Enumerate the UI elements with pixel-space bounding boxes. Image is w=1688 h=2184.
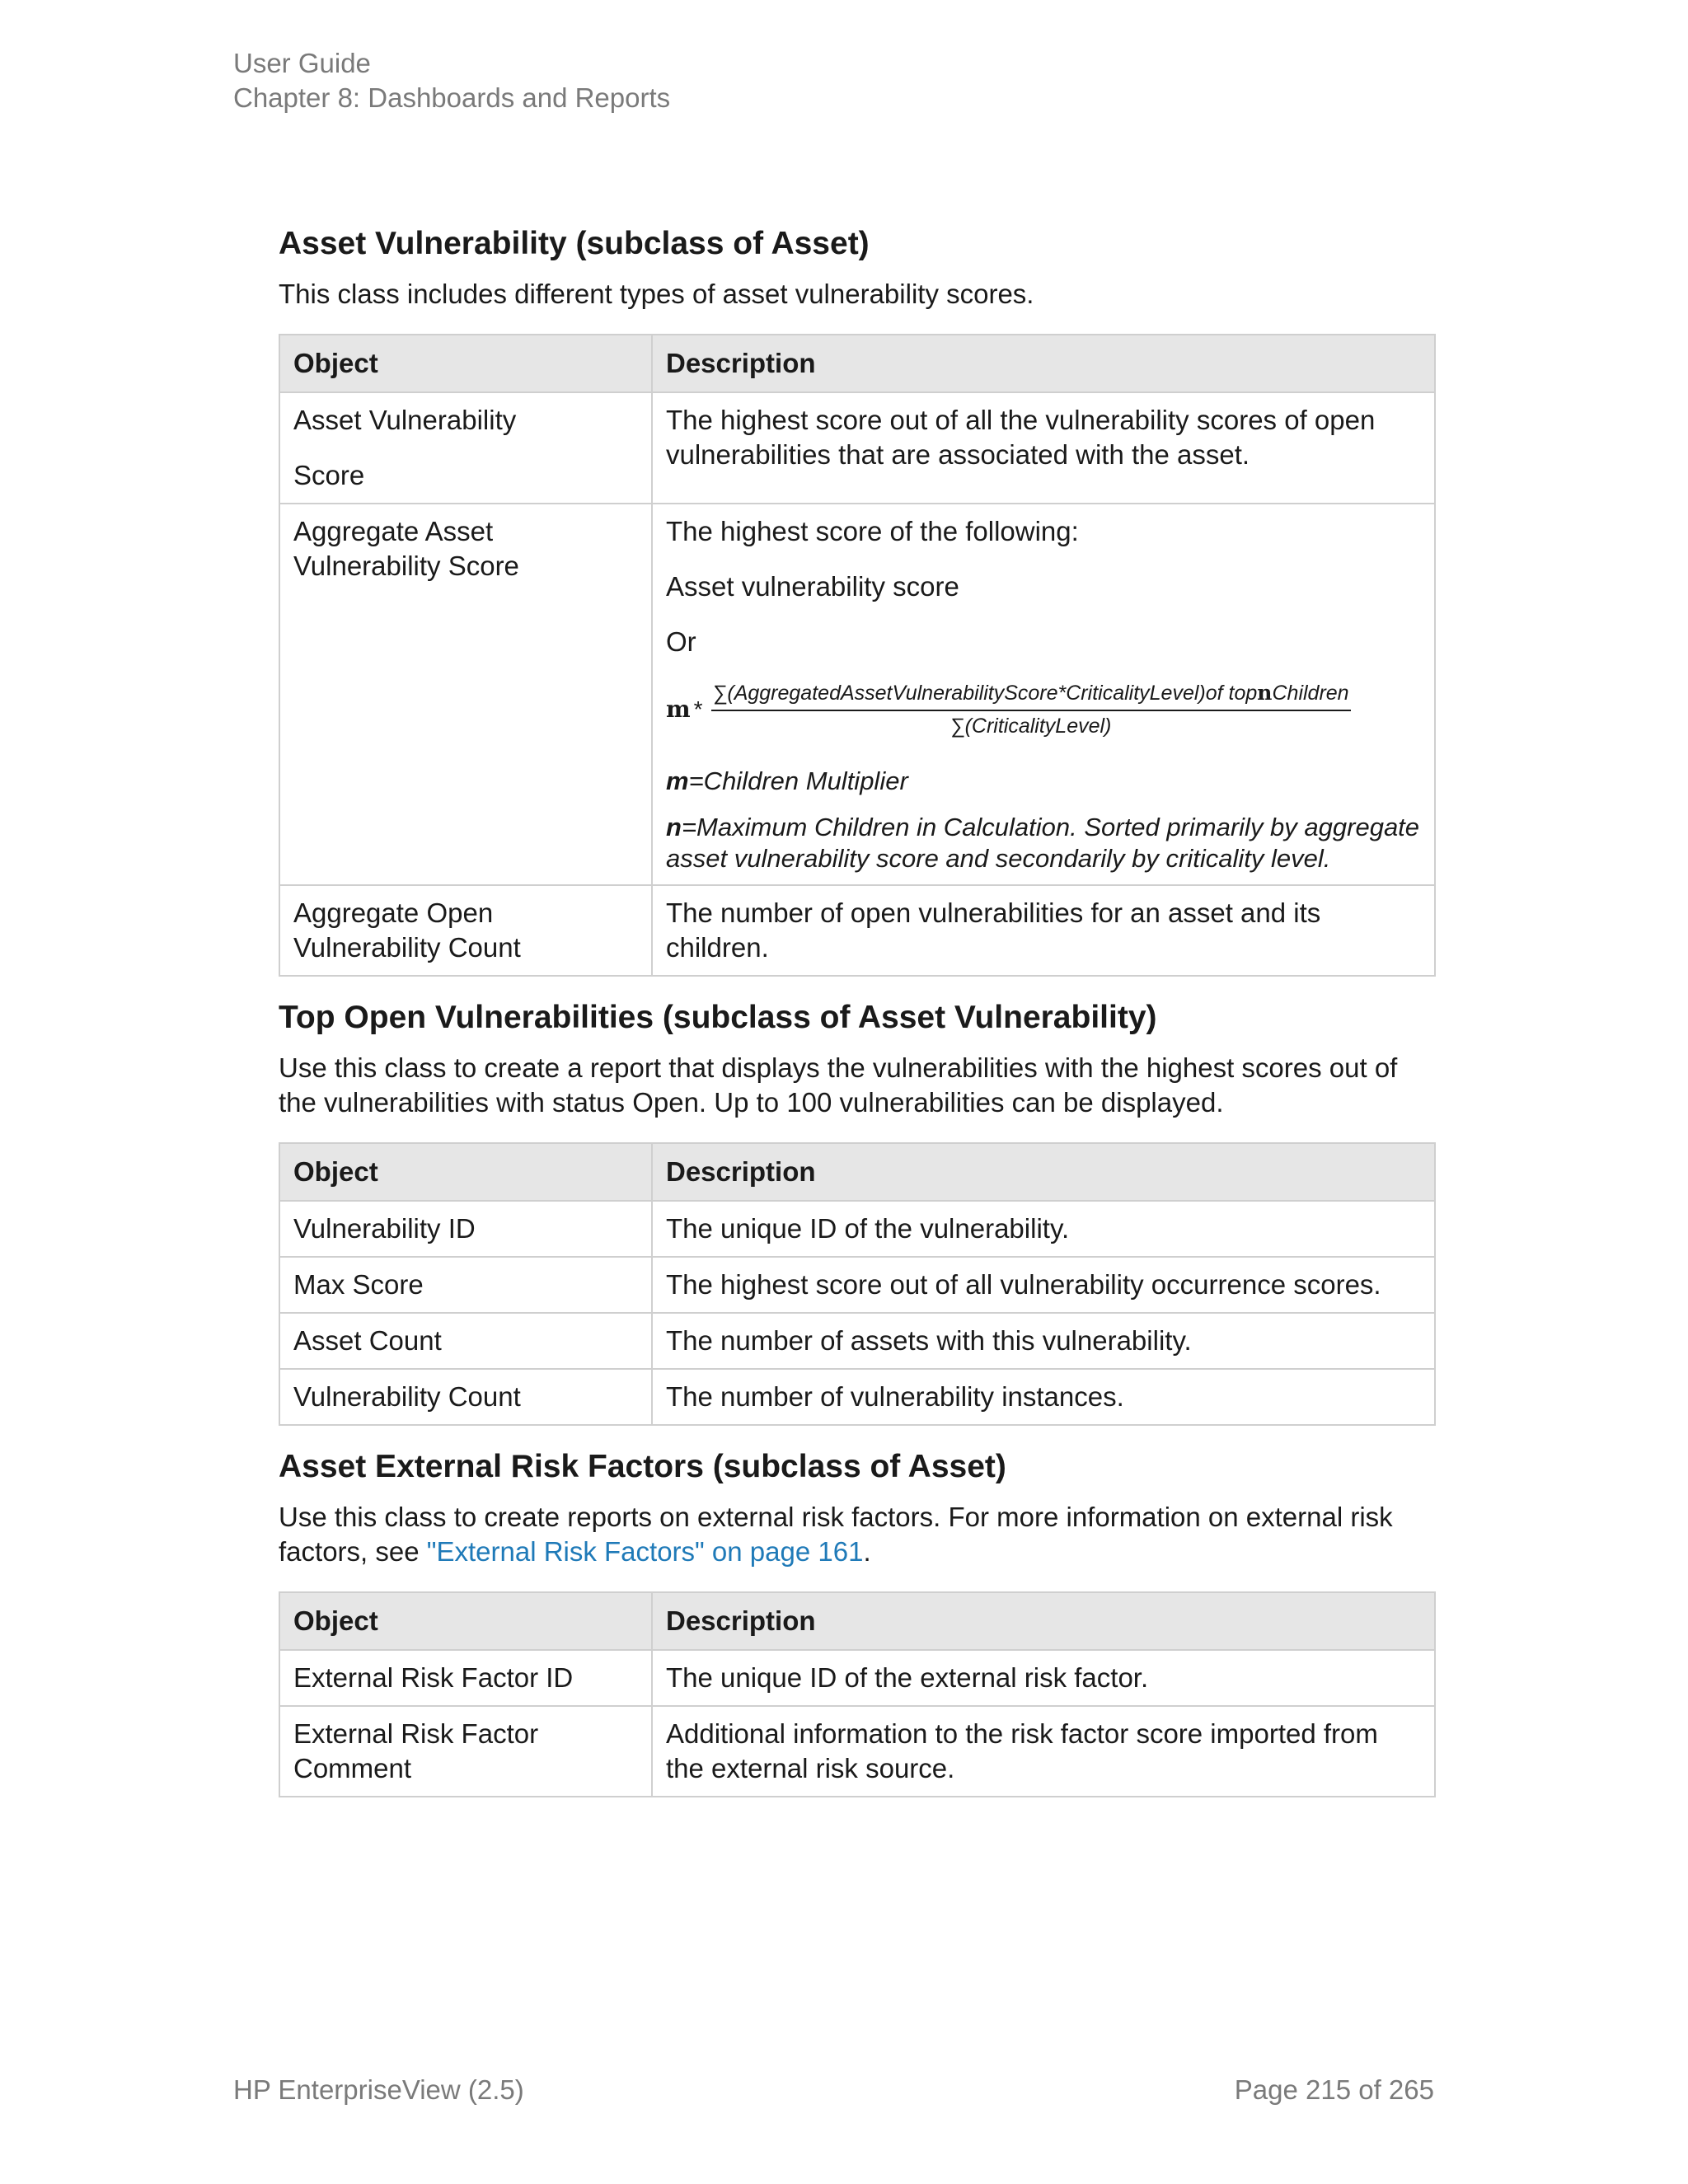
description-cell: The number of open vulnerabilities for an asset and its children.	[652, 885, 1435, 976]
definition-n	[666, 812, 1422, 874]
section-asset-external-risk-factors	[279, 1446, 1434, 1797]
description-line: Asset vulnerability score	[666, 571, 959, 602]
section-heading: Top Open Vulnerabilities (subclass of Asset Vulnerability)	[279, 1000, 1157, 1035]
footer-page-number: Page 215 of 265	[1234, 2074, 1434, 2105]
formula-fraction	[711, 680, 1351, 739]
section-heading: Asset Vulnerability (subclass of Asset)	[279, 226, 870, 261]
object-cell: Asset Count	[279, 1313, 652, 1369]
table-header-row	[279, 1592, 1435, 1650]
running-header	[233, 46, 670, 115]
section-intro: This class includes different types of asset vulnerability scores.	[279, 279, 1034, 309]
definition-m-text: =Children Multiplier	[688, 766, 908, 795]
table-row	[279, 885, 1435, 976]
formula-multiply-sign: *	[693, 696, 703, 722]
table-row	[279, 1257, 1435, 1313]
table-row	[279, 1201, 1435, 1257]
object-cell: Vulnerability Count	[279, 1369, 652, 1425]
numerator-text: ∑(AggregatedAssetVulnerabilityScore*CriticalityLevel)of top	[712, 682, 1258, 705]
description-cell: The unique ID of the vulnerability.	[652, 1201, 1435, 1257]
section-intro	[279, 1500, 1434, 1569]
object-cell: External Risk Factor ID	[279, 1650, 652, 1706]
object-name-line: Score	[293, 460, 365, 490]
object-cell: Max Score	[279, 1257, 652, 1313]
object-cell: External Risk Factor Comment	[279, 1706, 652, 1797]
table-row	[279, 1369, 1435, 1425]
section-asset-vulnerability	[279, 223, 1434, 977]
object-cell: Aggregate Asset Vulnerability Score	[279, 504, 652, 885]
table-row	[279, 1650, 1435, 1706]
column-header-object: Object	[279, 335, 652, 392]
object-table	[279, 1591, 1436, 1797]
formula-multiplier: m	[666, 696, 691, 723]
object-cell: Aggregate Open Vulnerability Count	[279, 885, 652, 976]
column-header-description: Description	[652, 335, 1435, 392]
formula-numerator	[711, 680, 1351, 711]
object-name-line: Asset Vulnerability	[293, 405, 517, 435]
intro-text: Use this class to create reports on external risk factors. For more information on external risk factors, see	[279, 1502, 1393, 1567]
formula-denominator: ∑(CriticalityLevel)	[950, 715, 1112, 738]
intro-text-end: .	[863, 1536, 871, 1567]
column-header-description: Description	[652, 1592, 1435, 1650]
object-table	[279, 334, 1436, 977]
numerator-n: n	[1257, 681, 1273, 705]
column-header-object: Object	[279, 1592, 652, 1650]
definition-m	[666, 766, 1422, 797]
description-cell: The highest score out of all the vulnerability scores of open vulnerabilities that are associated with the asset.	[652, 392, 1435, 504]
section-heading: Asset External Risk Factors (subclass of Asset)	[279, 1449, 1006, 1484]
description-cell: The number of assets with this vulnerability.	[652, 1313, 1435, 1369]
numerator-suffix: Children	[1272, 682, 1349, 705]
description-line: Or	[666, 626, 696, 657]
page-content	[279, 223, 1434, 1817]
column-header-object: Object	[279, 1143, 652, 1201]
description-cell: Additional information to the risk factor score imported from the external risk source.	[652, 1706, 1435, 1797]
table-row	[279, 504, 1435, 885]
table-row	[279, 1706, 1435, 1797]
table-row	[279, 1313, 1435, 1369]
description-cell	[652, 504, 1435, 885]
header-chapter-title: Chapter 8: Dashboards and Reports	[233, 82, 671, 113]
section-intro: Use this class to create a report that displays the vulnerabilities with the highest scores out of the vulnerabilities with status Open. Up to 100 vulnerabilities can be displayed.	[279, 1052, 1398, 1118]
table-row	[279, 392, 1435, 504]
description-cell: The highest score out of all vulnerability occurrence scores.	[652, 1257, 1435, 1313]
description-cell: The unique ID of the external risk factor.	[652, 1650, 1435, 1706]
external-risk-factors-link[interactable]: "External Risk Factors" on page 161	[426, 1536, 864, 1567]
header-document-title: User Guide	[233, 48, 371, 78]
object-table	[279, 1142, 1436, 1426]
description-cell: The number of vulnerability instances.	[652, 1369, 1435, 1425]
description-line: The highest score of the following:	[666, 516, 1079, 546]
variable-m: m	[666, 766, 689, 795]
table-header-row	[279, 1143, 1435, 1201]
variable-n: n	[666, 813, 682, 841]
column-header-description: Description	[652, 1143, 1435, 1201]
object-cell	[279, 392, 652, 504]
footer-product: HP EnterpriseView (2.5)	[233, 2074, 524, 2105]
aggregate-score-formula	[666, 680, 1422, 739]
table-header-row	[279, 335, 1435, 392]
definition-n-text: =Maximum Children in Calculation. Sorted primarily by aggregate asset vulnerability score and secondarily by criticality level.	[666, 813, 1420, 873]
section-top-open-vulnerabilities	[279, 996, 1434, 1426]
object-cell: Vulnerability ID	[279, 1201, 652, 1257]
